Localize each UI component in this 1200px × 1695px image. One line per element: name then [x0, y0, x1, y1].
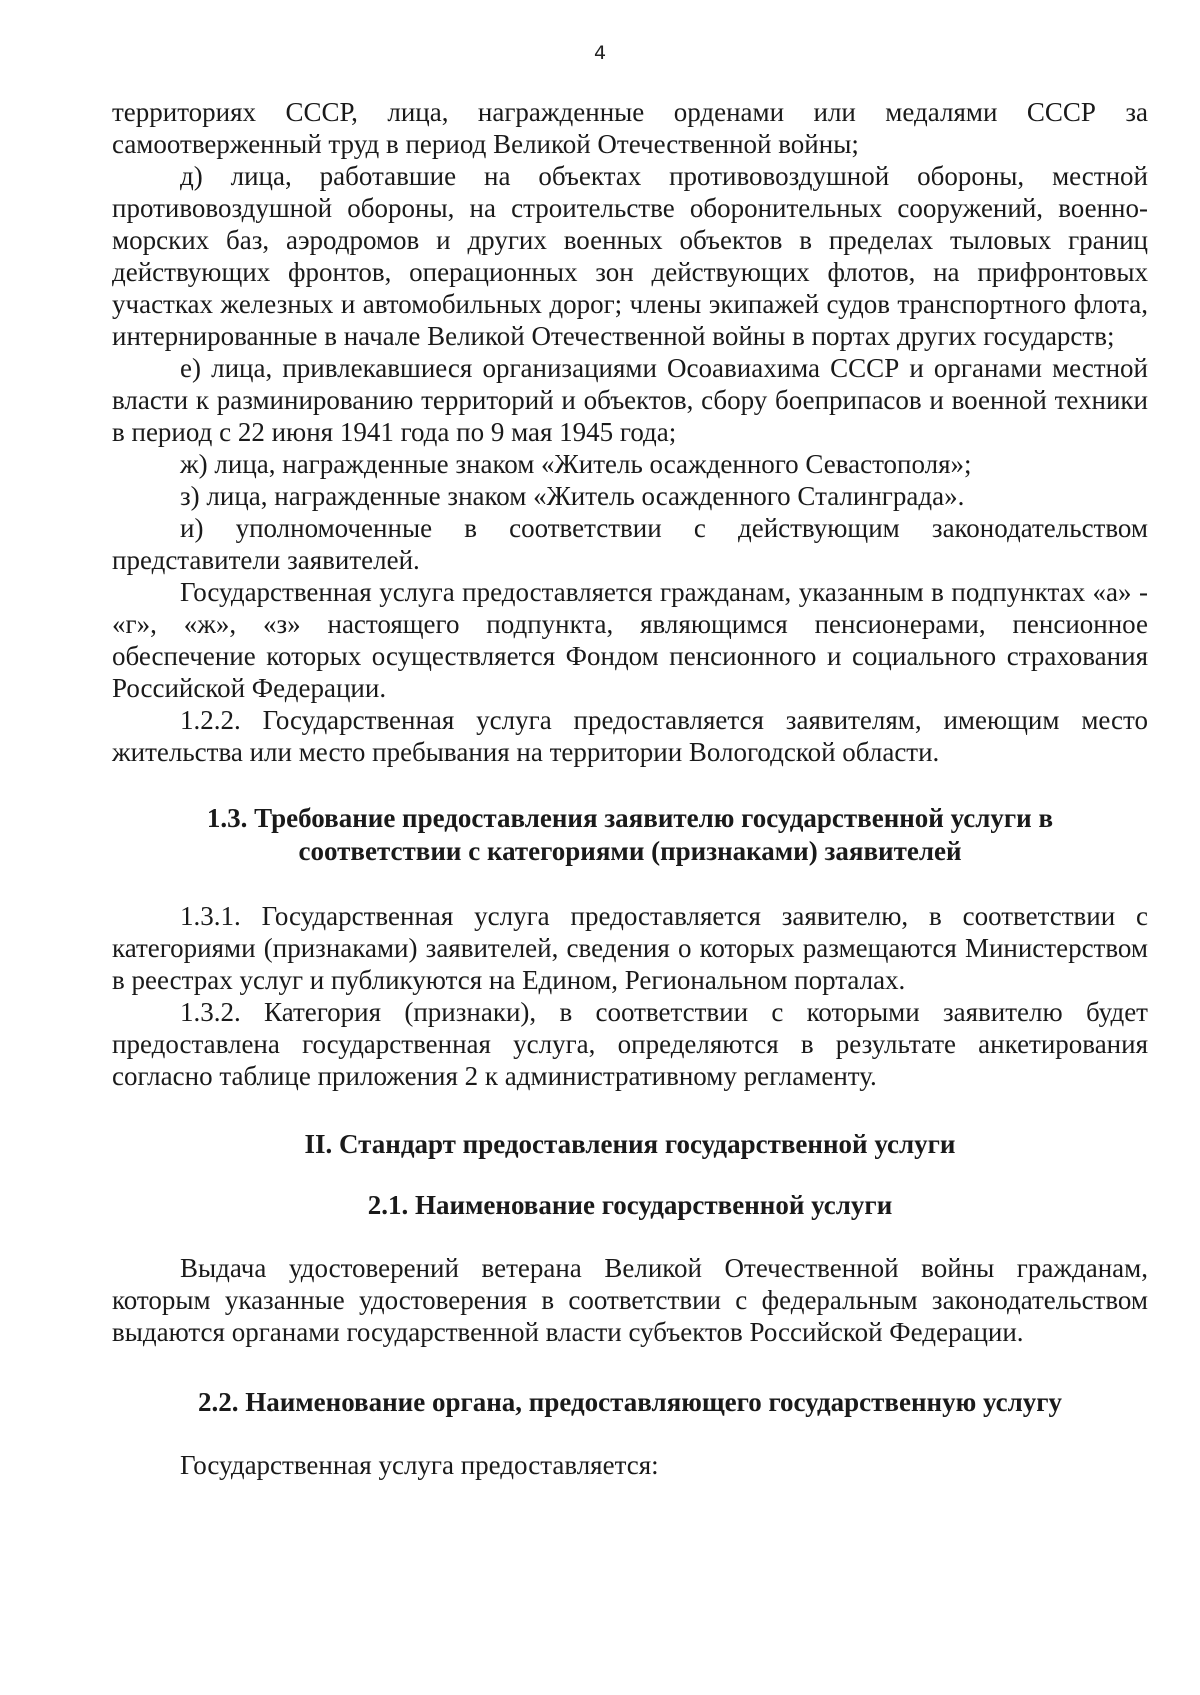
- paragraph-item-z: з) лица, награжденные знаком «Житель осажденного Сталинграда».: [180, 481, 965, 511]
- paragraph-item-d: д) лица, работавшие на объектах противовоздушной обороны, местной противовоздушной обороны, на строительстве оборонительных сооружений, военно-морских баз, аэродромов и других военных объектов в пределах тыловых границ действующих фронтов, операционных зон действующих флотов, на прифронтовых участках железных и автомобильных дорог; члены экипажей судов транспортного флота, интернированные в начале Великой Отечественной войны в портах других государств;: [112, 161, 1148, 351]
- paragraph-service-provided: Государственная услуга предоставляется:: [180, 1450, 659, 1480]
- heading-section-II: II. Стандарт предоставления государственной услуги: [304, 1129, 956, 1159]
- paragraph-item-i: и) уполномоченные в соответствии с действующим законодательством представители заявителей.: [112, 513, 1148, 575]
- page-number: 4: [593, 42, 607, 64]
- heading-2-2: 2.2. Наименование органа, предоставляющего государственную услугу: [197, 1387, 1063, 1417]
- paragraph-item-zh: ж) лица, награжденные знаком «Житель осажденного Севастополя»;: [180, 449, 972, 479]
- paragraph-1-2-2: 1.2.2. Государственная услуга предоставляется заявителям, имеющим место жительства или место пребывания на территории Вологодской области.: [112, 705, 1148, 767]
- paragraph-item-e: е) лица, привлекавшиеся организациями Осоавиахима СССР и органами местной власти к разминированию территорий и объектов, сбору боеприпасов и военной техники в период с 22 июня 1941 года по 9 мая 1945 года;: [112, 353, 1148, 447]
- heading-2-1: 2.1. Наименование государственной услуги: [367, 1190, 893, 1220]
- paragraph-1: территориях СССР, лица, награжденные орденами или медалями СССР за самоотверженный труд в период Великой Отечественной войны;: [112, 97, 1148, 159]
- heading-1-3-line-2: соответствии с категориями (признаками) заявителей: [298, 836, 962, 866]
- paragraph-service-name: Выдача удостоверений ветерана Великой Отечественной войны гражданам, которым указанные удостоверения в соответствии с федеральным законодательством выдаются органами государственной власти субъектов Российской Федерации.: [112, 1253, 1148, 1347]
- paragraph-1-3-1: 1.3.1. Государственная услуга предоставляется заявителю, в соответствии с категориями (признаками) заявителей, сведения о которых размещаются Министерством в реестрах услуг и публикуются на Едином, Региональном порталах.: [112, 901, 1148, 995]
- document-body: [112, 96, 1148, 1481]
- paragraph-1-3-2: 1.3.2. Категория (признаки), в соответствии с которыми заявителю будет предоставлена государственная услуга, определяются в результате анкетирования согласно таблице приложения 2 к административному регламенту.: [112, 997, 1148, 1091]
- heading-1-3-line-1: 1.3. Требование предоставления заявителю государственной услуги в: [206, 803, 1054, 833]
- paragraph-pensioners: Государственная услуга предоставляется гражданам, указанным в подпунктах «а» - «г», «ж», «з» настоящего подпункта, являющимся пенсионерами, пенсионное обеспечение которых осуществляется Фондом пенсионного и социального страхования Российской Федерации.: [112, 577, 1148, 703]
